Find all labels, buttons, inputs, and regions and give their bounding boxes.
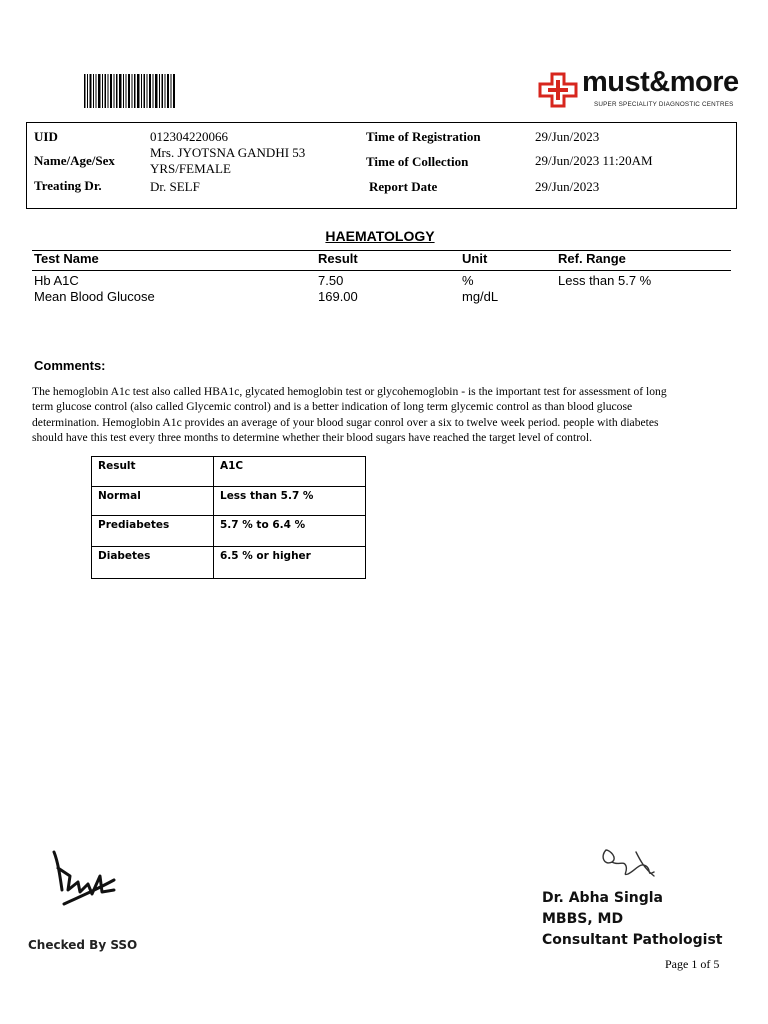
- section-title: HAEMATOLOGY: [325, 228, 435, 244]
- comments-line: term glucose control (also called Glycemic control) and is a better indication of long term glycemic control as than blood glucose: [32, 400, 633, 414]
- unit-cell: %: [462, 273, 474, 288]
- registration-time-value: 29/Jun/2023: [535, 129, 600, 144]
- brand-logo: [538, 66, 758, 110]
- ref-cell: Result: [92, 457, 214, 487]
- unit-cell: mg/dL: [462, 289, 499, 304]
- a1c-reference-table: [91, 456, 366, 579]
- ref-cell: Less than 5.7 %: [214, 487, 366, 516]
- registration-time-label: Time of Registration: [366, 129, 481, 144]
- result-cell: 7.50: [318, 273, 344, 288]
- ref-cell: 6.5 % or higher: [214, 547, 366, 579]
- table-row: [92, 547, 366, 579]
- patient-age-sex-value: YRS/FEMALE: [150, 161, 231, 176]
- column-header-unit: Unit: [462, 251, 488, 266]
- comments-line: determination. Hemoglobin A1c provides an average of your blood sugar conrol over a six to twelve week period. people with diabetes: [32, 415, 659, 429]
- medical-cross-icon: [538, 72, 578, 108]
- barcode-image: [84, 74, 176, 108]
- ref-cell: A1C: [214, 457, 366, 487]
- brand-tagline: SUPER SPECIALITY DIAGNOSTIC CENTRES: [594, 101, 734, 108]
- ref-range-cell: Less than 5.7 %: [558, 273, 652, 288]
- comments-title: Comments:: [34, 358, 106, 373]
- treating-doctor-value: Dr. SELF: [150, 179, 200, 194]
- comments-line: The hemoglobin A1c test also called HBA1c, glycated hemoglobin test or glycohemoglobin - is the important test for assessment of long: [32, 385, 667, 398]
- pathologist-degree: MBBS, MD: [542, 911, 624, 927]
- comments-paragraph: [32, 384, 732, 446]
- result-cell: 169.00: [318, 289, 358, 304]
- column-header-result: Result: [318, 251, 358, 266]
- column-header-ref-range: Ref. Range: [558, 251, 626, 266]
- ref-cell: Normal: [92, 487, 214, 516]
- collection-time-value: 29/Jun/2023 11:20AM: [535, 153, 653, 168]
- table-row: [92, 516, 366, 547]
- ref-cell: Prediabetes: [92, 516, 214, 547]
- ref-cell: 5.7 % to 6.4 %: [214, 516, 366, 547]
- test-name-cell: Hb A1C: [34, 273, 79, 288]
- table-row: [92, 487, 366, 516]
- treating-doctor-label: Treating Dr.: [34, 178, 102, 193]
- patient-name-value: Mrs. JYOTSNA GANDHI 53: [150, 145, 306, 160]
- report-date-value: 29/Jun/2023: [535, 179, 600, 194]
- test-name-cell: Mean Blood Glucose: [34, 289, 155, 304]
- brand-name: must&more: [582, 66, 739, 98]
- name-age-sex-label: Name/Age/Sex: [34, 153, 115, 168]
- results-top-rule: [32, 250, 731, 251]
- collection-time-label: Time of Collection: [366, 154, 469, 169]
- uid-label: UID: [34, 129, 58, 144]
- page-number: Page 1 of 5: [665, 957, 720, 971]
- checker-signature-image: [48, 846, 128, 936]
- pathologist-name: Dr. Abha Singla: [542, 890, 663, 906]
- results-header-rule: [32, 270, 731, 271]
- pathologist-title: Consultant Pathologist: [542, 932, 723, 948]
- comments-line: should have this test every three months to determine whether their blood sugars have reached the target level of control.: [32, 431, 592, 445]
- report-date-label: Report Date: [369, 179, 438, 194]
- table-row: [92, 457, 366, 487]
- column-header-test-name: Test Name: [34, 251, 99, 266]
- pathologist-signature-image: [596, 842, 660, 882]
- uid-value: 012304220066: [150, 129, 228, 144]
- ref-cell: Diabetes: [92, 547, 214, 579]
- checked-by-label: Checked By SSO: [28, 938, 138, 952]
